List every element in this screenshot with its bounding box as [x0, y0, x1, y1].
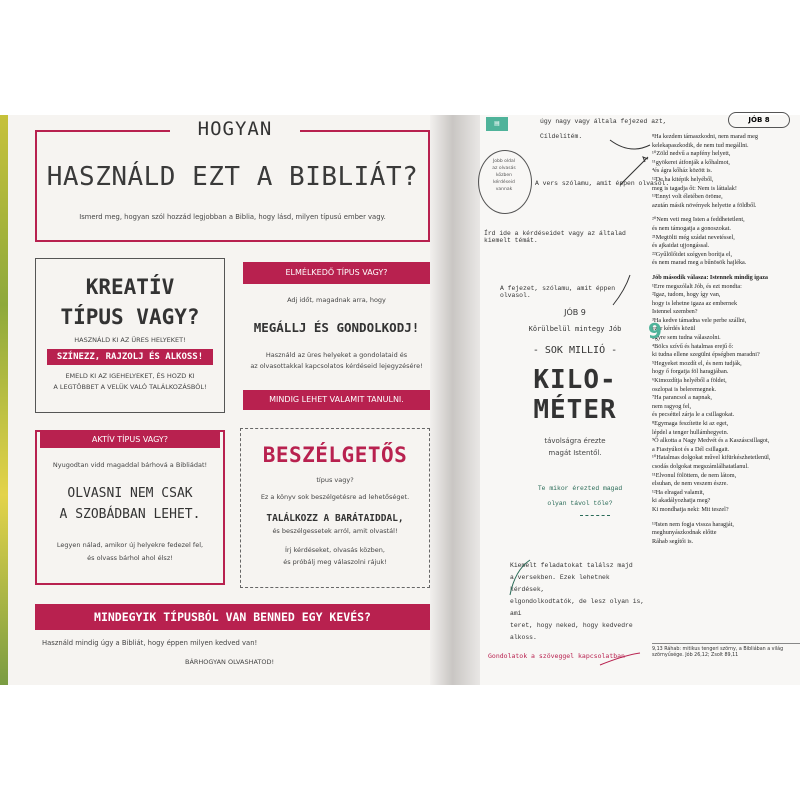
note-top-1: úgy nagy vagy általa fejezed azt,	[540, 118, 667, 125]
verse-line: ⁹Ő alkotta a Nagy Medvét és a Kaszáscsillagot,	[652, 437, 770, 445]
meter-text: MÉTER	[533, 395, 617, 425]
elmelkedo-big: MEGÁLLJ ÉS GONDOLKODJ!	[253, 320, 420, 335]
verse-line: ⁴és ágra kőház között is.	[652, 167, 713, 175]
verse-line: és nem marad meg a bűnösök hajléka.	[652, 259, 747, 267]
verse-line: ¹¹gyökerei átfonják a kőhalmot,	[652, 158, 730, 166]
verse-line: kelekapaszkodik, de nem tud megállni.	[652, 141, 749, 149]
verse-line: ²⁰Nem veti meg Isten a feddhetetlent,	[652, 216, 745, 224]
color-tab-icon: ▤	[486, 117, 508, 131]
verse-line: ¹³Ennyi volt életében öröme,	[652, 193, 723, 201]
beszelgetos-line1: Ez a könyv sok beszélgetésre ad lehetőséget.	[260, 493, 410, 501]
bottom-note-line: elgondolkodtatók, de lesz olyan is, ami	[510, 598, 645, 617]
footnote-rule	[652, 643, 800, 644]
verse-line: ²Igaz, tudom, hogy így van,	[652, 291, 721, 299]
verse-line: ²²Gyűlölőidet szégyen borítja el,	[652, 250, 733, 258]
note-top-4: Írd ide a kérdéseidet vagy az általad kiemelt témát.	[484, 230, 626, 244]
beszelgetos-title: BESZÉLGETŐS	[262, 443, 408, 467]
note-top-3: A vers szólamu, amit éppen olvasol.	[535, 180, 670, 187]
verse-line: azután másik növények helyette a földből.	[652, 201, 757, 209]
verse-line: nem ragyog fel,	[652, 402, 692, 410]
kreativ-body-2: A LEGTÖBBET A VELÜK VALÓ TALÁLKOZÁSBÓL!	[53, 383, 207, 391]
bottom-note-line: Kiemelt feladatokat találsz majd	[510, 562, 633, 569]
verse-line: Ráhab segítői is.	[652, 537, 694, 545]
verse-line: ⁴Bölcs szívű és hatalmas erejű ő:	[652, 342, 734, 350]
section-heading: Jób második válasza: Istennek mindig igaza	[652, 273, 769, 281]
meter-sub-2: magát Istentől.	[548, 449, 602, 457]
circle-note-line: az olvasás	[492, 166, 516, 171]
circle-note-line: Jobb oldal	[492, 159, 516, 164]
verse-line: Ki mondhatja neki: Mit teszel?	[652, 505, 729, 513]
verse-number: 9	[648, 319, 662, 343]
elmelkedo-body-1: Használd az üres helyeket a gondolataid és	[265, 351, 408, 359]
bottom-text-2: BÁRHOGYAN OLVASHATOD!	[185, 658, 275, 666]
book-gutter	[430, 115, 480, 685]
verse-line: ⁶Kimozdítja helyéből a földet,	[652, 377, 727, 385]
verse-line: ¹¹Elvonul fölöttem, de nem látom,	[652, 471, 737, 479]
footer-note: Gondolatok a szöveggel kapcsolatban	[488, 652, 625, 660]
beszelgetos-big: TALÁLKOZZ A BARÁTAIDDAL,	[266, 513, 404, 524]
verse-line: a Fiastyúkot és a Dél csillagait.	[652, 445, 730, 453]
heading-hogyan: HOGYAN	[197, 118, 273, 140]
verse-line: ¹³Isten nem fogja vissza haragját,	[652, 520, 734, 528]
elmelkedo-line: Adj időt, magadnak arra, hogy	[287, 296, 386, 304]
bottom-note-line: a versekben. Ezek lehetnek kérdések,	[510, 574, 610, 593]
heading-title: HASZNÁLD EZT A BIBLIÁT?	[46, 162, 419, 192]
aktiv-line: Nyugodtan vidd magaddal bárhová a Bibliádat!	[52, 461, 208, 469]
verse-line: Istennel szemben?	[652, 308, 698, 316]
verse-line: ⁸Egymaga feszítette ki az eget,	[652, 420, 729, 427]
verse-line: csodás dolgokat megszámlálhatatlanul.	[652, 462, 749, 470]
ask-2: olyan távol tőle?	[547, 500, 613, 507]
lead-line: Körülbelül mintegy Jób	[528, 325, 622, 333]
kilo-text: KILO-	[533, 365, 617, 395]
verse-line: ¹²De ha kitépik helyéből,	[652, 175, 714, 183]
beszelgetos-sub: típus vagy?	[316, 476, 354, 484]
verse-line: ezer kérdés közül	[652, 325, 696, 333]
kreativ-subtitle: TÍPUS VAGY?	[60, 305, 200, 329]
intro-text: Ismerd meg, hogyan szól hozzád legjobban a Biblia, hogy lásd, milyen típusú ember vagy.	[79, 213, 386, 221]
sok-millio: - SOK MILLIÓ -	[532, 345, 618, 356]
verse-line: ⁸Ha kezdem támaszkodni, nem marad meg	[652, 133, 758, 140]
beszelgetos-body-1: Írj kérdéseket, olvasás közben,	[285, 546, 385, 554]
verse-line: hogy is lehetne igaza az embernek	[652, 299, 738, 307]
verse-line: ki akadályozhatja meg?	[652, 497, 711, 505]
verse-line: ¹Erre megszólalt Jób, és ezt mondta:	[652, 282, 742, 290]
meter-sub-1: távolságra érezte	[544, 437, 606, 445]
arrow-label: A fejezet, szólamu, amit éppen olvasol.	[500, 285, 616, 299]
bottom-bar: MINDEGYIK TÍPUSBÓL VAN BENNED EGY KEVÉS?	[35, 604, 430, 630]
kreativ-body-1: EMELD KI AZ IGEHELYEKET, ÉS HOZD KI	[65, 372, 195, 380]
verse-line: meg is tagadja őt: Nem is láttalak!	[652, 184, 737, 192]
verse-line: ¹²Ha elragad valamit,	[652, 488, 705, 496]
job9-label: JÓB 9	[564, 308, 586, 317]
kreativ-question: HASZNÁLD KI AZ ÜRES HELYEKET!	[74, 336, 186, 344]
verse-line: meghunyászkodnak előtte	[652, 529, 717, 537]
verse-line: ⁷Ha parancsol a napnak,	[652, 394, 712, 402]
aktiv-big-1: OLVASNI NEM CSAK	[67, 486, 193, 501]
verse-line: ¹⁰Hatalmas dolgokat művel kifürkészhetetlenül,	[652, 454, 771, 462]
verse-line: egyre sem tudna válaszolni.	[652, 334, 721, 342]
verse-column	[652, 133, 800, 653]
chapter-tab: JÓB 8	[728, 112, 790, 128]
aktiv-body-2: és olvass bárhol ahol élsz!	[87, 554, 173, 562]
verse-line: és nem támogatja a gonoszokat.	[652, 224, 731, 232]
kreativ-title: KREATÍV	[85, 275, 175, 299]
verse-line: ⁵Hegyeket mozdít el, és nem tudják,	[652, 359, 742, 367]
verse-line: ki tudna ellene szegülni épségben maradni?	[652, 351, 760, 359]
verse-line: és ajkaidat ujjongással.	[652, 242, 710, 250]
beszelgetos-line2: és beszélgessetek arról, amit olvastál!	[272, 527, 398, 535]
elmelkedo-bar2: MINDIG LEHET VALAMIT TANULNI.	[243, 390, 430, 410]
verse-line: elsuhan, de nem veszem észre.	[652, 480, 728, 488]
circle-note-line: vannak	[495, 187, 513, 192]
footnote: 9,13 Ráhab: mitikus tengeri szörny, a Bibliában a világ szörnyűsége. Jób 26,12; Zsolt 89,11	[652, 647, 784, 658]
aktiv-body-1: Legyen nálad, amikor új helyekre fedezel fel,	[56, 541, 204, 549]
verse-line: ³Ha kedve támadna vele perbe szállni,	[652, 316, 747, 324]
page-edge	[0, 115, 8, 685]
verse-line: lépdel a tenger hullámhegyein.	[652, 428, 729, 436]
ask-1: Te mikor érezted magad	[537, 485, 623, 492]
beszelgetos-body-2: és próbálj meg válaszolni rájuk!	[283, 558, 387, 566]
verse-line: hogy ő forgatja föl haragjában.	[652, 368, 729, 376]
bottom-text: Használd mindig úgy a Bibliát, hogy éppen milyen kedved van!	[42, 639, 258, 647]
elmelkedo-bar: ELMÉLKEDŐ TÍPUS VAGY?	[243, 262, 430, 284]
bottom-note-line: teret, hogy neked, hogy kedvedre alkoss.	[510, 622, 633, 641]
verse-line: oszlopai is beleremegnek.	[652, 385, 717, 393]
aktiv-big-2: A SZOBÁDBAN LEHET.	[59, 507, 201, 522]
verse-line: ¹⁰Zöld nedvű a napfény helyett,	[652, 150, 731, 158]
verse-line: és pecséttel zárja le a csillagokat.	[652, 411, 735, 419]
elmelkedo-body-2: az olvasottakkal kapcsolatos kérdéseid lejegyzésére!	[250, 362, 423, 370]
circle-note-line: közben	[495, 173, 513, 178]
circle-note-line: kérdéseid	[493, 180, 515, 185]
note-top-2: Cíldelítém.	[540, 133, 583, 140]
aktiv-bar: AKTÍV TÍPUS VAGY?	[40, 432, 220, 448]
kreativ-bar: SZÍNEZZ, RAJZOLJ ÉS ALKOSS!	[47, 349, 213, 365]
verse-line: ²¹Megtölti még szádat nevetéssel,	[652, 233, 735, 241]
